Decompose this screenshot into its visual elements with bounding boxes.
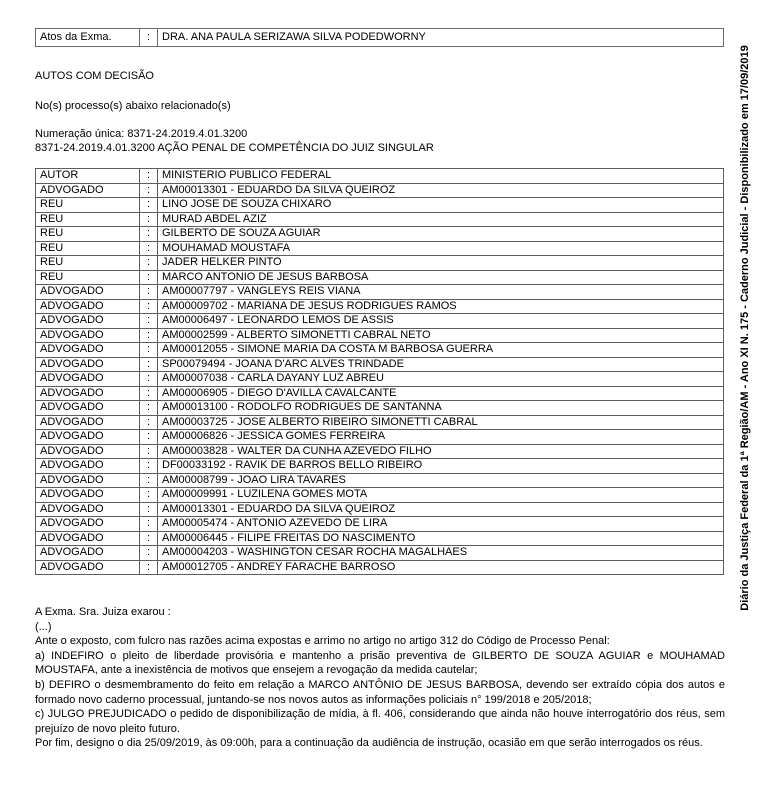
party-role: REU	[36, 241, 140, 256]
table-row	[36, 560, 724, 575]
party-separator: :	[140, 531, 158, 546]
party-role: REU	[36, 198, 140, 213]
party-separator: :	[140, 415, 158, 430]
party-role: ADVOGADO	[36, 357, 140, 372]
decision-block	[35, 605, 725, 751]
parties-table-body	[36, 169, 724, 575]
party-name: JADER HELKER PINTO	[158, 256, 724, 271]
table-row	[36, 227, 724, 242]
party-separator: :	[140, 473, 158, 488]
party-name: AM00006445 - FILIPE FREITAS DO NASCIMENTO	[158, 531, 724, 546]
decision-paragraph: Ante o exposto, com fulcro nas razões acima expostas e arrimo no artigo no artigo 312 do Código de Processo Penal:	[35, 635, 610, 648]
section-title: AUTOS COM DECISÃO	[35, 70, 154, 82]
party-role: ADVOGADO	[36, 285, 140, 300]
party-name: AM00007797 - VANGLEYS REIS VIANA	[158, 285, 724, 300]
party-name: AM00013301 - EDUARDO DA SILVA QUEIROZ	[158, 502, 724, 517]
party-separator: :	[140, 256, 158, 271]
party-role: ADVOGADO	[36, 401, 140, 416]
party-separator: :	[140, 444, 158, 459]
party-name: AM00013301 - EDUARDO DA SILVA QUEIROZ	[158, 183, 724, 198]
decision-paragraph: c) JULGO PREJUDICADO o pedido de disponibilização de mídia, à fl. 406, considerando que ainda não houve interrogatório dos réus, sem prejuízo de novo pleito futuro.	[35, 708, 725, 735]
party-name: AM00008799 - JOAO LIRA TAVARES	[158, 473, 724, 488]
party-name: AM00002599 - ALBERTO SIMONETTI CABRAL NETO	[158, 328, 724, 343]
table-row	[36, 415, 724, 430]
party-role: ADVOGADO	[36, 299, 140, 314]
party-role: ADVOGADO	[36, 430, 140, 445]
table-row	[36, 198, 724, 213]
table-row	[36, 270, 724, 285]
case-title-line: 8371-24.2019.4.01.3200 AÇÃO PENAL DE COMPETÊNCIA DO JUIZ SINGULAR	[35, 142, 434, 154]
section-subtitle: No(s) processo(s) abaixo relacionado(s)	[35, 100, 231, 112]
party-separator: :	[140, 314, 158, 329]
party-role: ADVOGADO	[36, 560, 140, 575]
party-role: ADVOGADO	[36, 488, 140, 503]
party-role: REU	[36, 212, 140, 227]
gazette-content	[35, 0, 725, 751]
table-row	[36, 372, 724, 387]
party-separator: :	[140, 183, 158, 198]
party-role: ADVOGADO	[36, 546, 140, 561]
party-separator: :	[140, 488, 158, 503]
party-role: ADVOGADO	[36, 444, 140, 459]
party-name: AM00003725 - JOSE ALBERTO RIBEIRO SIMONETTI CABRAL	[158, 415, 724, 430]
party-separator: :	[140, 386, 158, 401]
table-row	[36, 444, 724, 459]
parties-table	[35, 168, 724, 575]
party-name: MOUHAMAD MOUSTAFA	[158, 241, 724, 256]
table-row	[36, 430, 724, 445]
table-row	[36, 299, 724, 314]
table-row	[36, 169, 724, 184]
party-name: AM00006497 - LEONARDO LEMOS DE ASSIS	[158, 314, 724, 329]
table-row	[36, 459, 724, 474]
party-name: AM00006826 - JESSICA GOMES FERREIRA	[158, 430, 724, 445]
table-row	[36, 386, 724, 401]
party-separator: :	[140, 285, 158, 300]
decision-paragraph: Por fim, designo o dia 25/09/2019, às 09:00h, para a continuação da audiência de instrução, ocasião em que serão interrogados os réus.	[35, 737, 703, 750]
decision-intro: A Exma. Sra. Juiza exarou :	[35, 606, 171, 618]
party-role: ADVOGADO	[36, 314, 140, 329]
party-name: AM00004203 - WASHINGTON CESAR ROCHA MAGALHAES	[158, 546, 724, 561]
decision-ellipsis: (...)	[35, 620, 52, 633]
party-name: AM00012705 - ANDREY FARACHE BARROSO	[158, 560, 724, 575]
table-row	[36, 546, 724, 561]
decision-paragraph: a) INDEFIRO o pleito de liberdade provisória e mantenho a prisão preventiva de GILBERTO DE SOUZA AGUIAR e MOUHAMAD MOUSTAFA, ante a inexistência de motivos que ensejem a revogação da medida cautelar;	[35, 649, 725, 677]
table-row	[36, 212, 724, 227]
party-separator: :	[140, 430, 158, 445]
table-row	[36, 488, 724, 503]
party-role: ADVOGADO	[36, 502, 140, 517]
party-name: MURAD ABDEL AZIZ	[158, 212, 724, 227]
party-name: AM00003828 - WALTER DA CUNHA AZEVEDO FILHO	[158, 444, 724, 459]
party-name: DF00033192 - RAVIK DE BARROS BELLO RIBEIRO	[158, 459, 724, 474]
party-separator: :	[140, 343, 158, 358]
party-separator: :	[140, 560, 158, 575]
party-separator: :	[140, 372, 158, 387]
table-row	[36, 256, 724, 271]
party-role: REU	[36, 256, 140, 271]
party-separator: :	[140, 227, 158, 242]
party-separator: :	[140, 212, 158, 227]
acts-header-row	[36, 29, 724, 47]
case-numbering-block	[35, 127, 725, 155]
party-separator: :	[140, 459, 158, 474]
table-row	[36, 285, 724, 300]
table-row	[36, 517, 724, 532]
party-role: ADVOGADO	[36, 415, 140, 430]
party-separator: :	[140, 299, 158, 314]
party-role: ADVOGADO	[36, 517, 140, 532]
acts-header-separator: :	[140, 29, 158, 47]
party-name: LINO JOSE DE SOUZA CHIXARO	[158, 198, 724, 213]
case-numbering-line: Numeração única: 8371-24.2019.4.01.3200	[35, 128, 248, 140]
party-separator: :	[140, 270, 158, 285]
table-row	[36, 328, 724, 343]
party-separator: :	[140, 517, 158, 532]
party-role: REU	[36, 270, 140, 285]
party-name: AM00007038 - CARLA DAYANY LUZ ABREU	[158, 372, 724, 387]
party-separator: :	[140, 169, 158, 184]
table-row	[36, 401, 724, 416]
gazette-sidebar	[733, 8, 757, 648]
table-row	[36, 502, 724, 517]
party-role: ADVOGADO	[36, 343, 140, 358]
table-row	[36, 241, 724, 256]
party-role: AUTOR	[36, 169, 140, 184]
party-name: SP00079494 - JOANA D'ARC ALVES TRINDADE	[158, 357, 724, 372]
party-role: ADVOGADO	[36, 473, 140, 488]
party-separator: :	[140, 357, 158, 372]
party-separator: :	[140, 401, 158, 416]
table-row	[36, 314, 724, 329]
party-separator: :	[140, 502, 158, 517]
party-name: GILBERTO DE SOUZA AGUIAR	[158, 227, 724, 242]
party-separator: :	[140, 328, 158, 343]
party-role: ADVOGADO	[36, 386, 140, 401]
party-role: ADVOGADO	[36, 372, 140, 387]
table-row	[36, 531, 724, 546]
decision-paragraph: b) DEFIRO o desmembramento do feito em relação a MARCO ANTÔNIO DE JESUS BARBOSA, devendo ser extraído cópia dos autos e formado novo caderno processual, juntando-se nos novos autos as informações policiais n° 199/2018 e 205/2018;	[35, 678, 725, 706]
table-row	[36, 357, 724, 372]
party-name: AM00013100 - RODOLFO RODRIGUES DE SANTANNA	[158, 401, 724, 416]
party-separator: :	[140, 241, 158, 256]
party-name: AM00009702 - MARIANA DE JESUS RODRIGUES RAMOS	[158, 299, 724, 314]
acts-header-table	[35, 28, 724, 47]
party-role: ADVOGADO	[36, 531, 140, 546]
party-role: ADVOGADO	[36, 459, 140, 474]
table-row	[36, 343, 724, 358]
decision-paragraphs	[35, 634, 725, 751]
party-name: AM00006905 - DIEGO D'AVILLA CAVALCANTE	[158, 386, 724, 401]
party-name: AM00012055 - SIMONE MARIA DA COSTA M BARBOSA GUERRA	[158, 343, 724, 358]
party-role: REU	[36, 227, 140, 242]
party-name: MARCO ANTONIO DE JESUS BARBOSA	[158, 270, 724, 285]
party-name: AM00009991 - LUZILENA GOMES MOTA	[158, 488, 724, 503]
party-separator: :	[140, 198, 158, 213]
acts-header-judge-name: DRA. ANA PAULA SERIZAWA SILVA PODEDWORNY	[158, 29, 724, 47]
table-row	[36, 183, 724, 198]
party-separator: :	[140, 546, 158, 561]
party-role: ADVOGADO	[36, 183, 140, 198]
gazette-sidebar-text: Diário da Justiça Federal da 1ª Região/AM - Ano XI N. 175 - Caderno Judicial - Disponibilizado em 17/09/2019	[739, 45, 751, 611]
acts-header-label: Atos da Exma.	[36, 29, 140, 47]
party-name: AM00005474 - ANTONIO AZEVEDO DE LIRA	[158, 517, 724, 532]
party-name: MINISTERIO PUBLICO FEDERAL	[158, 169, 724, 184]
table-row	[36, 473, 724, 488]
party-role: ADVOGADO	[36, 328, 140, 343]
